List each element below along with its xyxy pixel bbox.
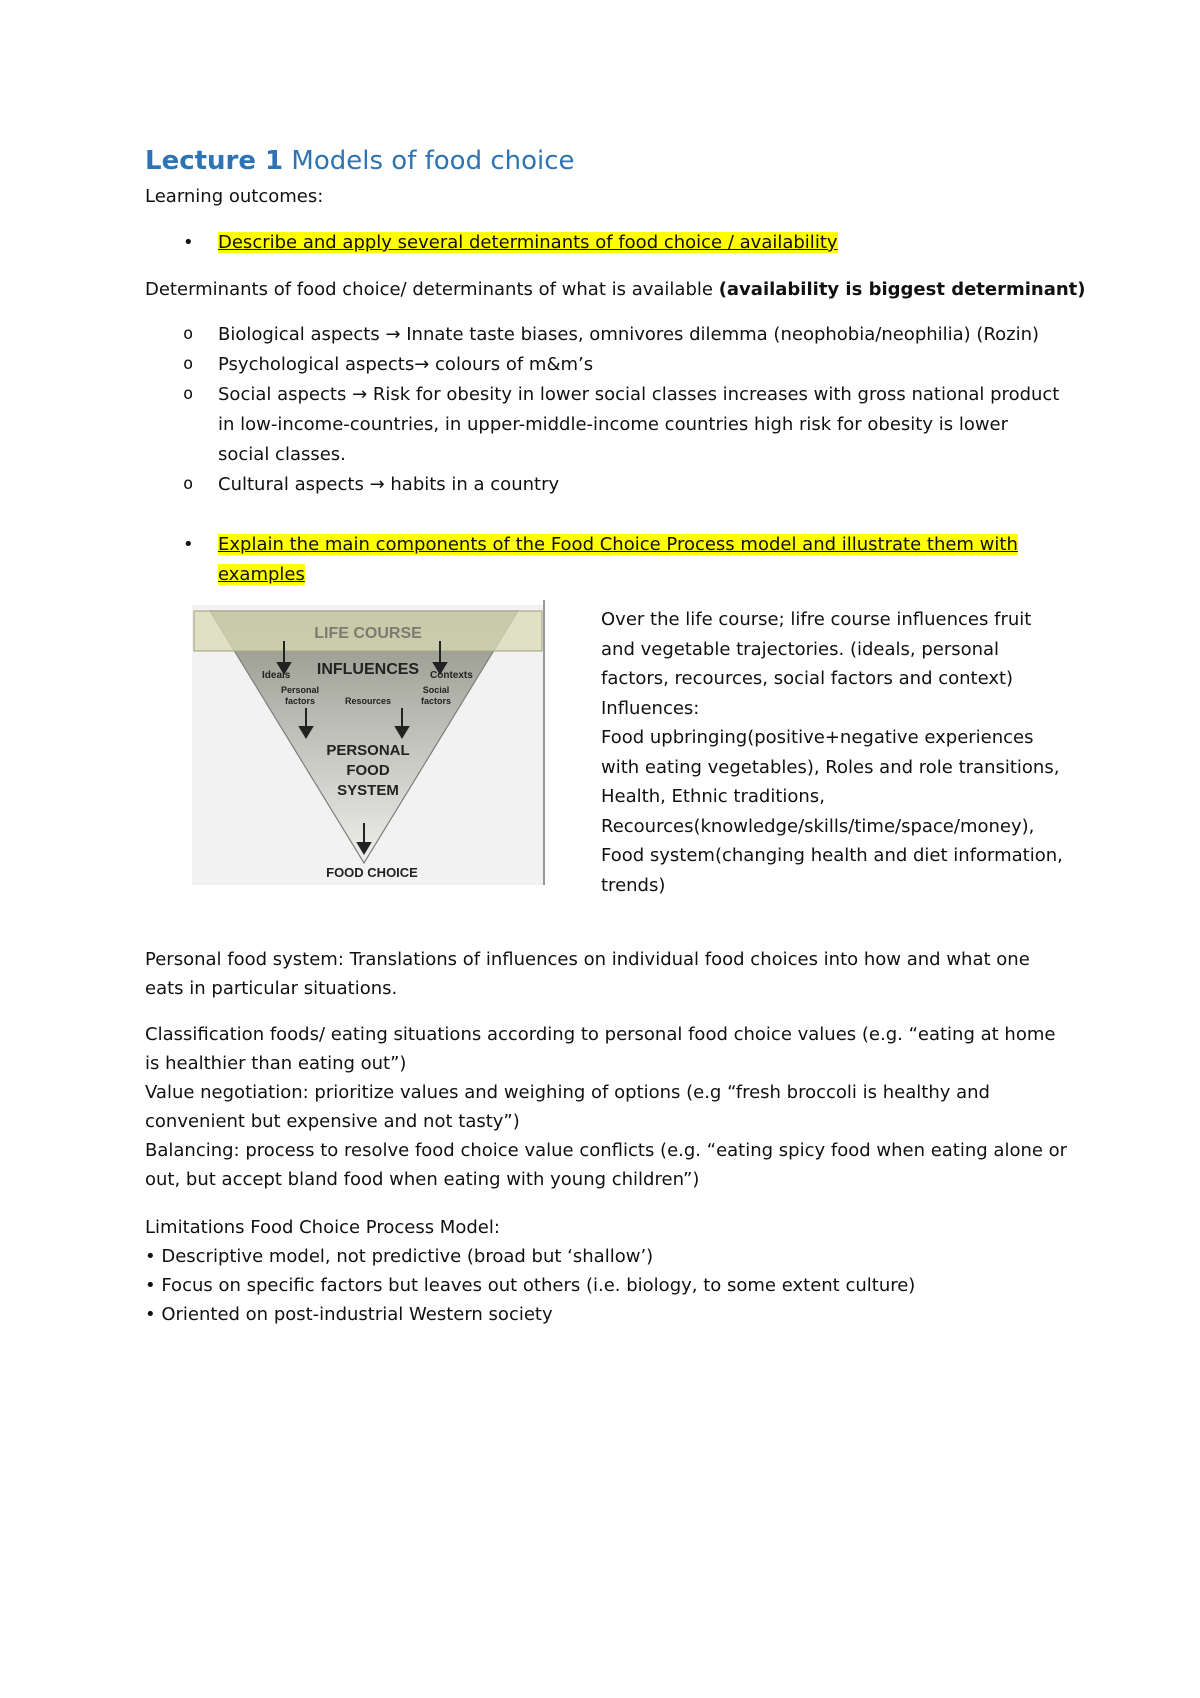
sub-marker: o [183,474,194,494]
outcome-2-text: Explain the main components of the Food Choice Process model and illustrate them with [218,534,1018,555]
text-line: Classification foods/ eating situations according to personal food choice values (e.g. “eating at home [145,1024,1056,1045]
ideals-label: Ideals [262,670,291,681]
lecture-label: Lecture 1 [145,146,284,176]
arrow-right-icon: → [369,474,385,495]
food-choice-label: FOOD CHOICE [326,865,418,880]
arrow-right-icon: → [352,384,368,405]
text-line: factors, recources, social factors and context) [601,668,1014,689]
aspect-text: Risk for obesity in lower social classes increases with gross national product [367,384,1060,405]
determinants-intro [145,275,1086,304]
text-line: Balancing: process to resolve food choice value conflicts (e.g. “eating spicy food when eating alone or [145,1140,1068,1161]
personal-food-system-label: SYSTEM [337,782,399,799]
list-item: • Oriented on post-industrial Western society [145,1304,553,1325]
text-line: Over the life course; lifre course influences fruit [601,609,1032,630]
determinants-intro-text: Determinants of food choice/ determinants of what is available [145,279,719,300]
list-item: • Descriptive model, not predictive (broad but ‘shallow’) [145,1246,654,1267]
aspect-item-cultural [0,470,1200,499]
life-course-label: LIFE COURSE [314,625,422,642]
life-course-explanation [601,605,1081,900]
limitations-section [145,1213,1085,1329]
sub-marker: o [183,354,194,374]
text-line: Personal food system: Translations of influences on individual food choices into how and what one [145,949,1030,970]
text-line: Food upbringing(positive+negative experiences [601,727,1034,748]
aspect-text: habits in a country [384,474,560,495]
aspect-text: colours of m&m’s [429,354,594,375]
text-line: out, but accept bland food when eating with young children”) [145,1169,700,1190]
sub-marker: o [183,384,194,404]
food-choice-process-diagram [192,605,544,885]
text-line: Value negotiation: prioritize values and weighing of options (e.g “fresh broccoli is healthy and [145,1082,990,1103]
text-line: and vegetable trajectories. (ideals, personal [601,638,1000,660]
personal-food-system-paragraph [145,945,1085,1003]
aspect-item-psychological [0,350,1200,379]
aspect-label: Cultural aspects [218,474,370,495]
aspect-label: Psychological aspects [218,354,415,375]
text-line: Recources(knowledge/skills/time/space/money), [601,815,1035,837]
aspect-item-social [0,380,1200,470]
outcome-1-text: Describe and apply several determinants of food choice / availability [218,232,838,253]
social-factors-label: Social [422,685,450,695]
sub-marker: o [183,324,194,344]
bullet-marker: • [183,534,194,555]
text-line: eats in particular situations. [145,978,398,999]
outcome-item-1 [0,228,1200,257]
aspect-item-biological [0,320,1200,349]
text-line: trends) [601,874,666,896]
contexts-label: Contexts [430,670,473,681]
column-divider [543,600,545,885]
outcome-item-2 [0,530,1200,590]
personal-food-system-label: FOOD [346,762,390,779]
arrow-right-icon: → [414,354,430,375]
personal-factors-label: Personal [280,685,320,695]
learning-outcomes-label: Learning outcomes: [145,186,324,207]
outcome-2-text: examples [218,564,305,585]
list-item: • Focus on specific factors but leaves out others (i.e. biology, to some extent culture) [145,1275,916,1296]
determinants-bold-text: (availability is biggest determinant) [718,279,1086,300]
influences-label: INFLUENCES [316,661,420,678]
text-line: Health, Ethnic traditions, [601,786,825,807]
classification-paragraph [145,1020,1085,1194]
text-line: is healthier than eating out”) [145,1053,407,1074]
limitations-heading: Limitations Food Choice Process Model: [145,1217,500,1238]
text-line: Influences: [601,697,700,719]
aspect-label: Biological aspects [218,324,380,345]
personal-food-system-label: PERSONAL [326,742,410,759]
arrow-right-icon: → [385,324,401,345]
resources-label: Resources [344,696,392,706]
text-line: Food system(changing health and diet information, [601,845,1063,866]
aspect-text: Innate taste biases, omnivores dilemma (neophobia/neophilia) (Rozin) [400,324,1040,345]
title-text: Models of food choice [291,146,575,176]
text-line: convenient but expensive and not tasty”) [145,1111,520,1132]
bullet-marker: • [183,232,194,253]
aspect-continued-line: social classes. [218,444,346,465]
text-line: with eating vegetables), Roles and role transitions, [601,756,1060,778]
page-title [145,144,575,178]
aspect-label: Social aspects [218,384,353,405]
personal-factors-label: factors [284,696,316,706]
aspect-continued-line: in low-income-countries, in upper-middle-income countries high risk for obesity is lower [218,414,1009,435]
social-factors-label: factors [420,696,452,706]
